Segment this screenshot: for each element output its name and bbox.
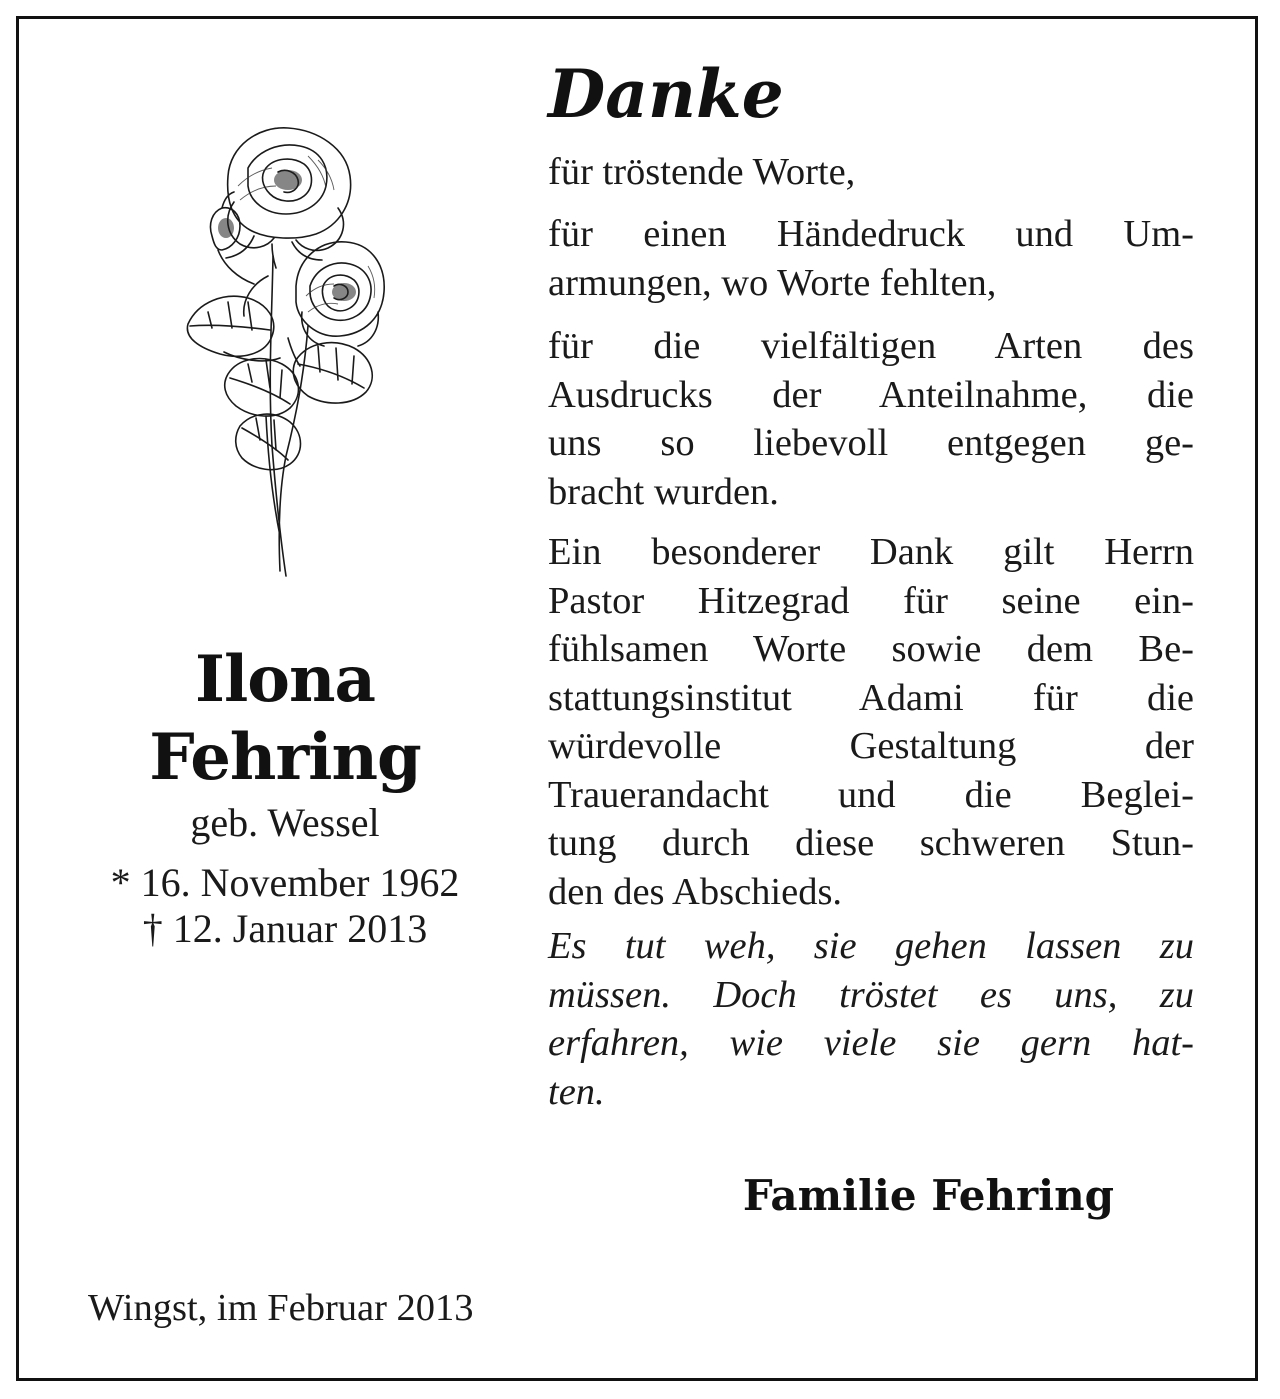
text-line: für tröstende Worte,	[548, 151, 856, 193]
maiden-name: geb. Wessel	[190, 800, 380, 845]
paragraph-special-thanks	[548, 528, 1194, 916]
text-line: uns so liebevoll entgegen ge-	[548, 422, 1194, 464]
text-line: für die vielfältigen Arten des	[548, 325, 1194, 367]
place-date: Wingst, im Februar 2013	[88, 1287, 474, 1329]
text-line: tung durch diese schweren Stun-	[548, 822, 1194, 864]
paragraph-closing-italic	[548, 922, 1194, 1116]
text-line: für einen Händedruck und Um-	[548, 213, 1194, 255]
roses-illustration	[168, 116, 388, 586]
text-line: bracht wurden.	[548, 470, 779, 513]
deceased-last-name: Fehring	[149, 720, 421, 795]
text-line: armungen, wo Worte fehlten,	[548, 261, 997, 304]
text-line: müssen. Doch tröstet es uns, zu	[548, 973, 1194, 1016]
text-line: Trauerandacht und die Beglei-	[548, 773, 1194, 816]
text-line: fühlsamen Worte sowie dem Be-	[548, 628, 1194, 670]
text-line: ten.	[548, 1070, 605, 1113]
signature: Familie Fehring	[742, 1171, 1114, 1220]
paragraph-comforting-words	[548, 148, 1194, 197]
paragraph-sympathy	[548, 322, 1194, 516]
text-line: Ein besonderer Dank gilt Herrn	[548, 531, 1194, 573]
text-line: stattungsinstitut Adami für die	[548, 676, 1194, 719]
text-line: erfahren, wie viele sie gern hat-	[548, 1022, 1194, 1064]
text-line: würdevolle Gestaltung der	[548, 725, 1194, 767]
heading-danke: Danke	[548, 55, 784, 133]
deceased-first-name: Ilona	[195, 642, 375, 717]
birth-date: * 16. November 1962	[110, 860, 460, 905]
text-line: Es tut weh, sie gehen lassen zu	[548, 925, 1194, 967]
death-date: † 12. Januar 2013	[142, 906, 428, 951]
paragraph-handshake	[548, 210, 1194, 307]
text-line: den des Abschieds.	[548, 870, 843, 913]
text-line: Ausdrucks der Anteilnahme, die	[548, 373, 1194, 416]
text-line: Pastor Hitzegrad für seine ein-	[548, 579, 1194, 622]
